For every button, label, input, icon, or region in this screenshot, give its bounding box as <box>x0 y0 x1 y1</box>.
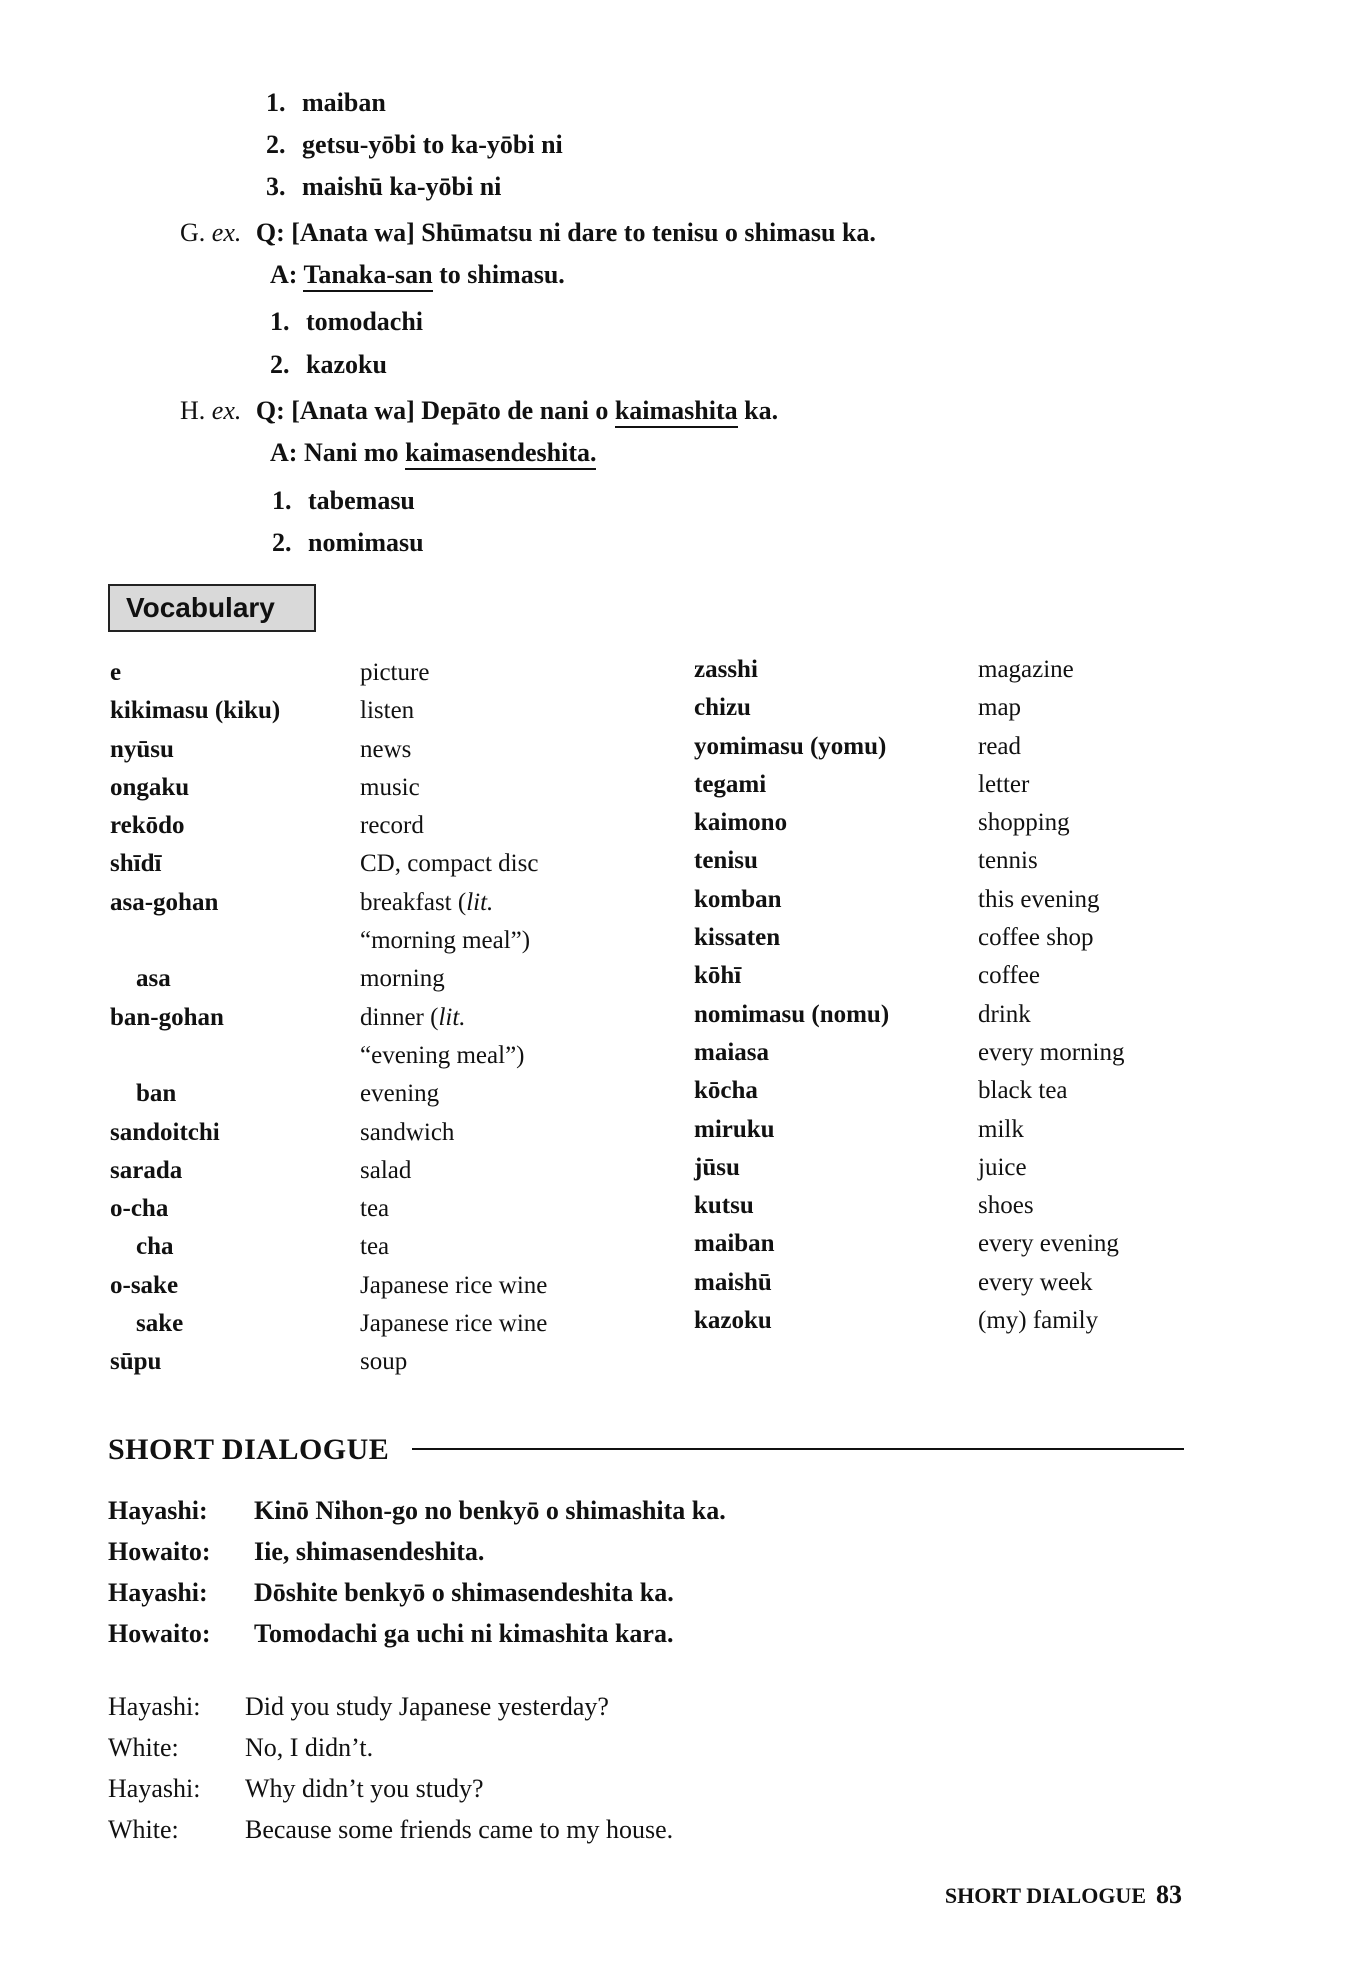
vocab-term: e <box>110 659 122 686</box>
vocab-term <box>110 1037 280 1075</box>
dialogue-speaker: Howaito: <box>108 1619 211 1648</box>
exercise-g-item-1: 1. tomodachi <box>270 307 423 336</box>
vocab-gloss: Japanese rice wine <box>360 1271 548 1299</box>
vocab-gloss: black tea <box>978 1077 1068 1105</box>
vocab-term: shīdī <box>110 850 162 878</box>
vocab-term: o-cha <box>110 1195 169 1223</box>
underlined-word: Tanaka-san <box>303 260 432 292</box>
vocab-gloss: milk <box>978 1115 1024 1143</box>
vocab-term: kikimasu (kiku) <box>110 697 281 725</box>
exercise-h-answer: A: Nani mo kaimasendeshita. <box>270 438 596 468</box>
vocab-gloss: breakfast (lit. <box>360 888 494 916</box>
vocab-term: o-sake <box>110 1271 179 1299</box>
vocab-gloss: tea <box>360 1233 390 1261</box>
vocab-term: kutsu <box>694 1192 754 1220</box>
vocab-term: ban-gohan <box>110 1003 224 1031</box>
dialogue-text: Why didn’t you study? <box>245 1774 484 1803</box>
vocab-gloss: letter <box>978 770 1030 798</box>
dialogue-line <box>108 1537 484 1567</box>
dialogue-line <box>108 1774 484 1804</box>
heading-rule <box>412 1448 1184 1450</box>
dialogue-line <box>108 1733 373 1763</box>
vocab-term: maiasa <box>694 1038 769 1066</box>
vocab-term: sandoitchi <box>110 1118 220 1146</box>
dialogue-text: No, I didn’t. <box>245 1733 374 1762</box>
vocab-term <box>110 922 280 960</box>
vocab-gloss: every week <box>978 1268 1093 1296</box>
vocab-gloss: coffee shop <box>978 924 1094 952</box>
vocab-term: kōhī <box>694 962 742 990</box>
lit-abbrev: lit. <box>438 1003 466 1031</box>
vocab-gloss: music <box>360 773 420 801</box>
exercise-h-question: H. ex. Q: [Anata wa] Depāto de nani o kaimashita ka. <box>180 396 778 426</box>
vocab-gloss: shopping <box>978 809 1070 837</box>
vocab-gloss: morning <box>360 965 445 993</box>
short-dialogue-heading: SHORT DIALOGUE <box>108 1433 390 1466</box>
dialogue-speaker: White: <box>108 1815 179 1844</box>
vocab-gloss: juice <box>978 1153 1027 1181</box>
vocab-gloss: every evening <box>978 1230 1119 1258</box>
vocab-term: asa-gohan <box>110 888 219 916</box>
vocab-right-glosses <box>978 651 1124 1340</box>
exercise-g-letter: G. <box>180 218 206 247</box>
vocab-term: zasshi <box>694 656 758 683</box>
exercise-f-item-3: 3. maishū ka-yōbi ni <box>266 172 502 201</box>
exercise-h-ex-label: ex. <box>211 396 242 425</box>
vocab-gloss: magazine <box>978 656 1074 683</box>
vocab-term: nyūsu <box>110 735 174 763</box>
vocab-term: nomimasu (nomu) <box>694 1000 890 1028</box>
vocab-term: kazoku <box>694 1307 772 1335</box>
page-footer <box>945 1880 1182 1911</box>
exercise-g-ex-label: ex. <box>211 218 242 247</box>
vocab-gloss: tennis <box>978 847 1038 875</box>
vocab-left-terms <box>110 654 280 1382</box>
vocab-gloss: “evening meal”) <box>360 1041 525 1069</box>
vocabulary-heading: Vocabulary <box>108 584 316 632</box>
dialogue-text: Kinō Nihon-go no benkyō o shimashita ka. <box>254 1496 726 1525</box>
vocab-term: rekōdo <box>110 812 185 840</box>
vocab-term: sake <box>136 1310 184 1338</box>
vocab-gloss: shoes <box>978 1192 1034 1220</box>
dialogue-speaker: Hayashi: <box>108 1578 208 1607</box>
dialogue-speaker: White: <box>108 1733 179 1762</box>
vocab-gloss: sandwich <box>360 1118 455 1146</box>
exercise-f-item-1: 1. maiban <box>266 88 386 117</box>
dialogue-text: Dōshite benkyō o shimasendeshita ka. <box>254 1578 674 1607</box>
vocab-gloss: Japanese rice wine <box>360 1310 548 1338</box>
vocab-gloss: listen <box>360 697 415 725</box>
vocab-left-glosses <box>360 654 547 1382</box>
vocab-gloss: salad <box>360 1156 412 1184</box>
vocab-gloss: coffee <box>978 962 1040 990</box>
dialogue-text: Because some friends came to my house. <box>245 1815 674 1844</box>
vocab-right-terms <box>694 651 889 1340</box>
vocab-term: chizu <box>694 694 751 722</box>
vocab-gloss: news <box>360 735 412 763</box>
vocab-term: yomimasu (yomu) <box>694 732 887 760</box>
dialogue-text: Tomodachi ga uchi ni kimashita kara. <box>254 1619 674 1648</box>
vocab-gloss: soup <box>360 1348 408 1376</box>
vocab-gloss: read <box>978 732 1022 760</box>
vocab-term: ban <box>136 1080 177 1108</box>
vocab-term: sūpu <box>110 1348 162 1376</box>
lit-abbrev: lit. <box>466 888 494 916</box>
dialogue-text: Did you study Japanese yesterday? <box>245 1692 609 1721</box>
dialogue-line <box>108 1815 673 1845</box>
dialogue-line <box>108 1578 674 1608</box>
exercise-g-item-2: 2. kazoku <box>270 350 387 379</box>
dialogue-speaker: Hayashi: <box>108 1774 201 1803</box>
exercise-f-item-2: 2. getsu-yōbi to ka-yōbi ni <box>266 130 563 159</box>
vocab-term: kōcha <box>694 1077 758 1105</box>
vocab-term: cha <box>136 1233 174 1261</box>
vocab-gloss: drink <box>978 1000 1031 1028</box>
underlined-word: kaimasendeshita. <box>405 438 596 470</box>
underlined-word: kaimashita <box>615 396 738 428</box>
dialogue-speaker: Hayashi: <box>108 1692 201 1721</box>
vocab-term: maiban <box>694 1230 775 1258</box>
vocab-term: komban <box>694 885 782 913</box>
vocab-term: maishū <box>694 1268 772 1296</box>
vocab-gloss: dinner (lit. <box>360 1003 466 1031</box>
vocab-gloss: picture <box>360 659 430 686</box>
vocab-term: sarada <box>110 1156 183 1184</box>
vocab-gloss: tea <box>360 1195 390 1223</box>
dialogue-line <box>108 1619 673 1649</box>
vocab-term: tegami <box>694 770 767 798</box>
vocab-gloss: CD, compact disc <box>360 850 539 878</box>
vocab-gloss: record <box>360 812 424 840</box>
vocab-gloss: map <box>978 694 1022 722</box>
dialogue-line <box>108 1692 609 1722</box>
dialogue-speaker: Hayashi: <box>108 1496 208 1525</box>
vocab-gloss: this evening <box>978 885 1100 913</box>
exercise-h-letter: H. <box>180 396 206 425</box>
vocab-term: asa <box>136 965 171 993</box>
vocab-term: ongaku <box>110 773 190 801</box>
vocab-term: kissaten <box>694 924 781 952</box>
vocab-term: jūsu <box>694 1153 740 1181</box>
exercise-h-item-2: 2. nomimasu <box>272 528 424 557</box>
exercise-g-question: G. ex. Q: [Anata wa] Shūmatsu ni dare to tenisu o shimasu ka. <box>180 218 876 247</box>
vocab-gloss: evening <box>360 1080 440 1108</box>
exercise-g-answer: A: Tanaka-san to shimasu. <box>270 260 565 290</box>
page-number: 83 <box>1156 1880 1182 1909</box>
dialogue-text: Iie, shimasendeshita. <box>254 1537 485 1566</box>
exercise-h-item-1: 1. tabemasu <box>272 486 415 515</box>
vocab-term: kaimono <box>694 809 788 837</box>
footer-section: SHORT DIALOGUE <box>944 1883 1146 1908</box>
vocab-gloss: “morning meal”) <box>360 927 531 955</box>
vocab-gloss: (my) family <box>978 1307 1099 1335</box>
dialogue-line <box>108 1496 726 1526</box>
dialogue-speaker: Howaito: <box>108 1537 211 1566</box>
vocab-term: miruku <box>694 1115 775 1143</box>
vocab-term: tenisu <box>694 847 758 875</box>
vocab-gloss: every morning <box>978 1038 1125 1066</box>
